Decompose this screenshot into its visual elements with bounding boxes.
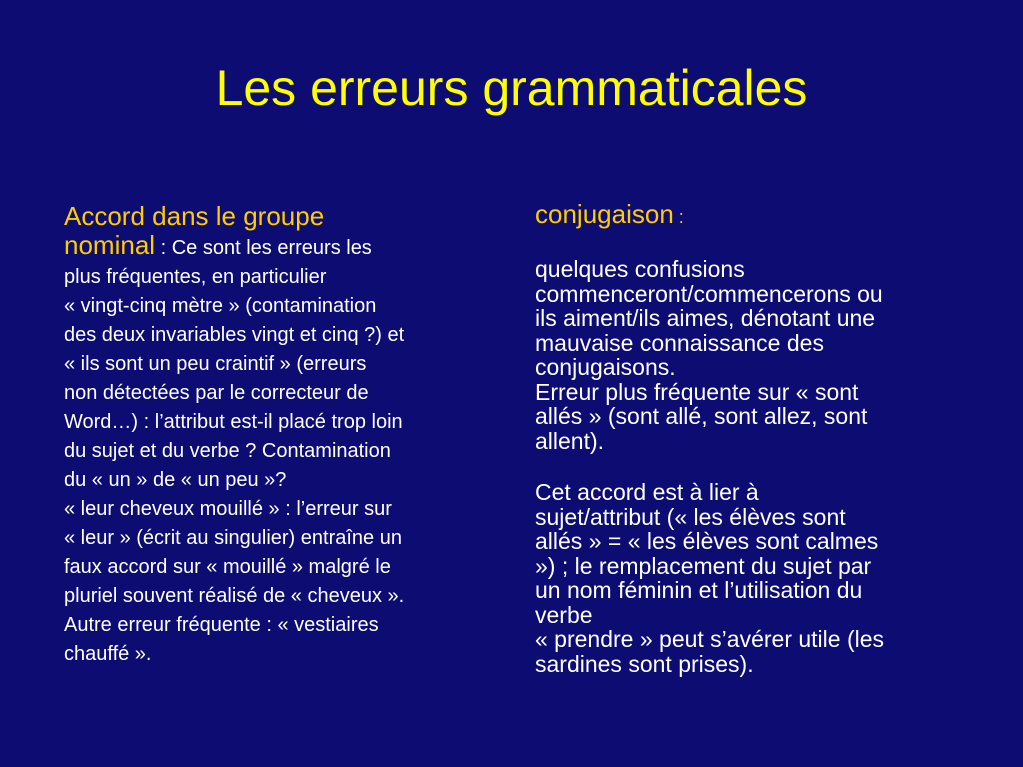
right-heading-colon: : bbox=[673, 207, 684, 227]
left-heading-line-2: nominal bbox=[64, 230, 156, 260]
left-column bbox=[64, 202, 512, 669]
left-text-line: du sujet et du verbe ? Contamination bbox=[64, 440, 391, 462]
right-text-line: Erreur plus fréquente sur « sont bbox=[535, 378, 859, 405]
left-text-line: faux accord sur « mouillé » malgré le bbox=[64, 556, 391, 578]
right-text-line: verbe bbox=[535, 601, 593, 628]
left-text-line: « vingt-cinq mètre » (contamination bbox=[64, 295, 377, 317]
left-text-line: « leur cheveux mouillé » : l’erreur sur bbox=[64, 498, 392, 520]
left-text-line: « leur » (écrit au singulier) entraîne un bbox=[64, 527, 402, 549]
right-text-line: « prendre » peut s’avérer utile (les bbox=[535, 626, 885, 652]
right-text-line: ») ; le remplacement du sujet par bbox=[535, 552, 872, 579]
left-text-line: « ils sont un peu craintif » (erreurs bbox=[64, 353, 367, 375]
right-text-line: Cet accord est à lier à bbox=[535, 479, 759, 505]
left-text-line: non détectées par le correcteur de bbox=[64, 382, 369, 404]
right-paragraph-2 bbox=[535, 480, 975, 676]
right-text-line: sardines sont prises). bbox=[535, 650, 754, 677]
left-text-line: des deux invariables vingt et cinq ?) et bbox=[64, 324, 405, 346]
right-text-line: mauvaise connaissance des bbox=[535, 329, 824, 356]
left-text-line: pluriel souvent réalisé de « cheveux ». bbox=[64, 585, 405, 607]
left-heading-line-1: Accord dans le groupe bbox=[64, 201, 325, 231]
right-text-line: conjugaisons. bbox=[535, 354, 676, 380]
right-paragraph-1 bbox=[535, 257, 975, 453]
left-text-line: plus fréquentes, en particulier bbox=[64, 266, 327, 288]
left-text-line: Word…) : l’attribut est-il placé trop loin bbox=[64, 411, 403, 433]
right-text-line: allés » (sont allé, sont allez, sont bbox=[535, 403, 868, 429]
right-text-line: allent). bbox=[535, 427, 605, 454]
left-text-line: : Ce sont les erreurs les bbox=[155, 237, 372, 259]
left-line-1 bbox=[64, 231, 512, 263]
right-heading-row bbox=[535, 196, 975, 235]
left-text-line: du « un » de « un peu »? bbox=[64, 469, 287, 491]
right-text-line: allés » = « les élèves sont calmes bbox=[535, 528, 879, 554]
right-column bbox=[535, 196, 975, 676]
right-text-line: sujet/attribut (« les élèves sont bbox=[535, 503, 846, 530]
right-text-line: un nom féminin et l’utilisation du bbox=[535, 577, 863, 603]
right-text-line: quelques confusions bbox=[535, 256, 745, 282]
right-heading: conjugaison bbox=[535, 199, 674, 229]
left-text-line: chauffé ». bbox=[64, 643, 152, 665]
left-text-line: Autre erreur fréquente : « vestiaires bbox=[64, 614, 379, 636]
slide-title: Les erreurs grammaticales bbox=[215, 60, 808, 116]
right-text-line: ils aiment/ils aimes, dénotant une bbox=[535, 305, 876, 331]
right-text-line: commenceront/commencerons ou bbox=[535, 280, 883, 307]
